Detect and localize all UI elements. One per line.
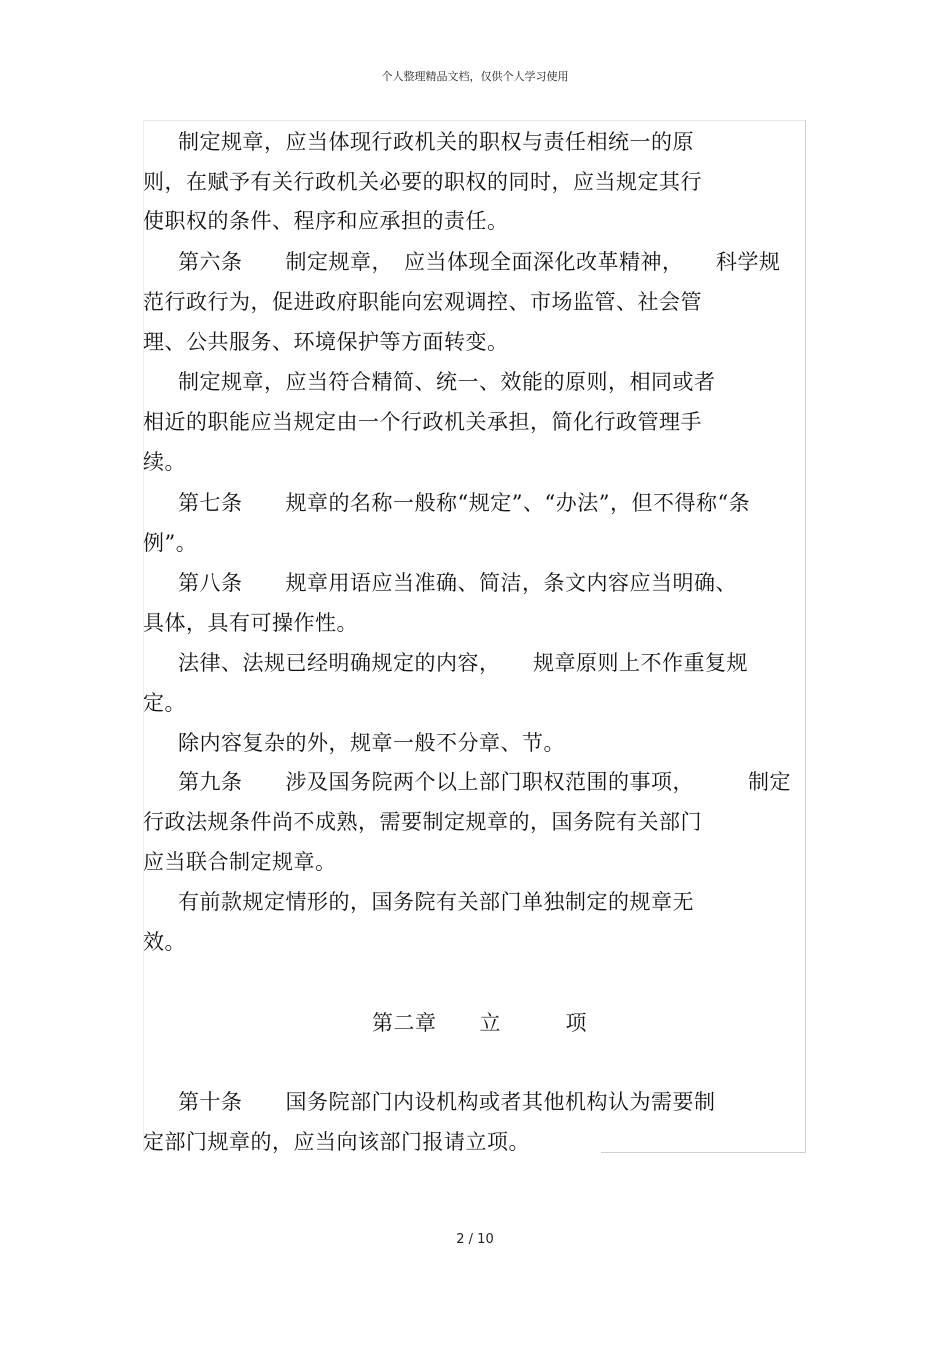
text-line: 第十条 国务院部门内设机构或者其他机构认为需要制	[178, 1090, 716, 1114]
text-line: 第七条 规章的名称一般称“规定”、“办法”，但不得称“条	[178, 491, 751, 515]
text-line: 法律、法规已经明确规定的内容， 规章原则上不作重复规	[178, 651, 748, 675]
page-header: 个人整理精品文档，仅供个人学习使用	[381, 70, 569, 83]
text-line: 范行政行为，促进政府职能向宏观调控、市场监管、社会管	[143, 290, 702, 314]
text-line: 第六条 制定规章， 应当体现全面深化改革精神， 科学规	[178, 250, 781, 274]
text-line: 续。	[143, 450, 186, 474]
text-line: 制定规章，应当符合精简、统一、效能的原则，相同或者	[178, 370, 716, 394]
text-line: 第九条 涉及国务院两个以上部门职权范围的事项， 制定	[178, 770, 791, 794]
text-line: 应当联合制定规章。	[143, 850, 337, 874]
text-line: 具体，具有可操作性。	[143, 611, 358, 635]
text-line: 效。	[143, 930, 186, 954]
frame-right-border	[805, 120, 806, 1152]
text-line: 使职权的条件、程序和应承担的责任。	[143, 209, 509, 233]
page-number: 2 / 10	[456, 1232, 494, 1247]
text-line: 除内容复杂的外，规章一般不分章、节。	[178, 731, 565, 755]
text-line: 例”。	[143, 531, 198, 555]
text-line: 制定规章，应当体现行政机关的职权与责任相统一的原	[178, 130, 694, 154]
frame-bottom-border	[601, 1152, 806, 1153]
chapter-heading: 第二章 立 项	[372, 1011, 587, 1035]
text-line: 则，在赋予有关行政机关必要的职权的同时，应当规定其行	[143, 170, 702, 194]
text-line: 相近的职能应当规定由一个行政机关承担，简化行政管理手	[143, 410, 702, 434]
text-line: 第八条 规章用语应当准确、简洁，条文内容应当明确、	[178, 571, 737, 595]
text-line: 理、公共服务、环境保护等方面转变。	[143, 330, 509, 354]
text-line: 定部门规章的，应当向该部门报请立项。	[143, 1130, 530, 1154]
frame-top-border	[143, 120, 806, 121]
text-line: 行政法规条件尚不成熟，需要制定规章的，国务院有关部门	[143, 810, 702, 834]
text-line: 定。	[143, 691, 186, 715]
text-line: 有前款规定情形的，国务院有关部门单独制定的规章无	[178, 890, 694, 914]
